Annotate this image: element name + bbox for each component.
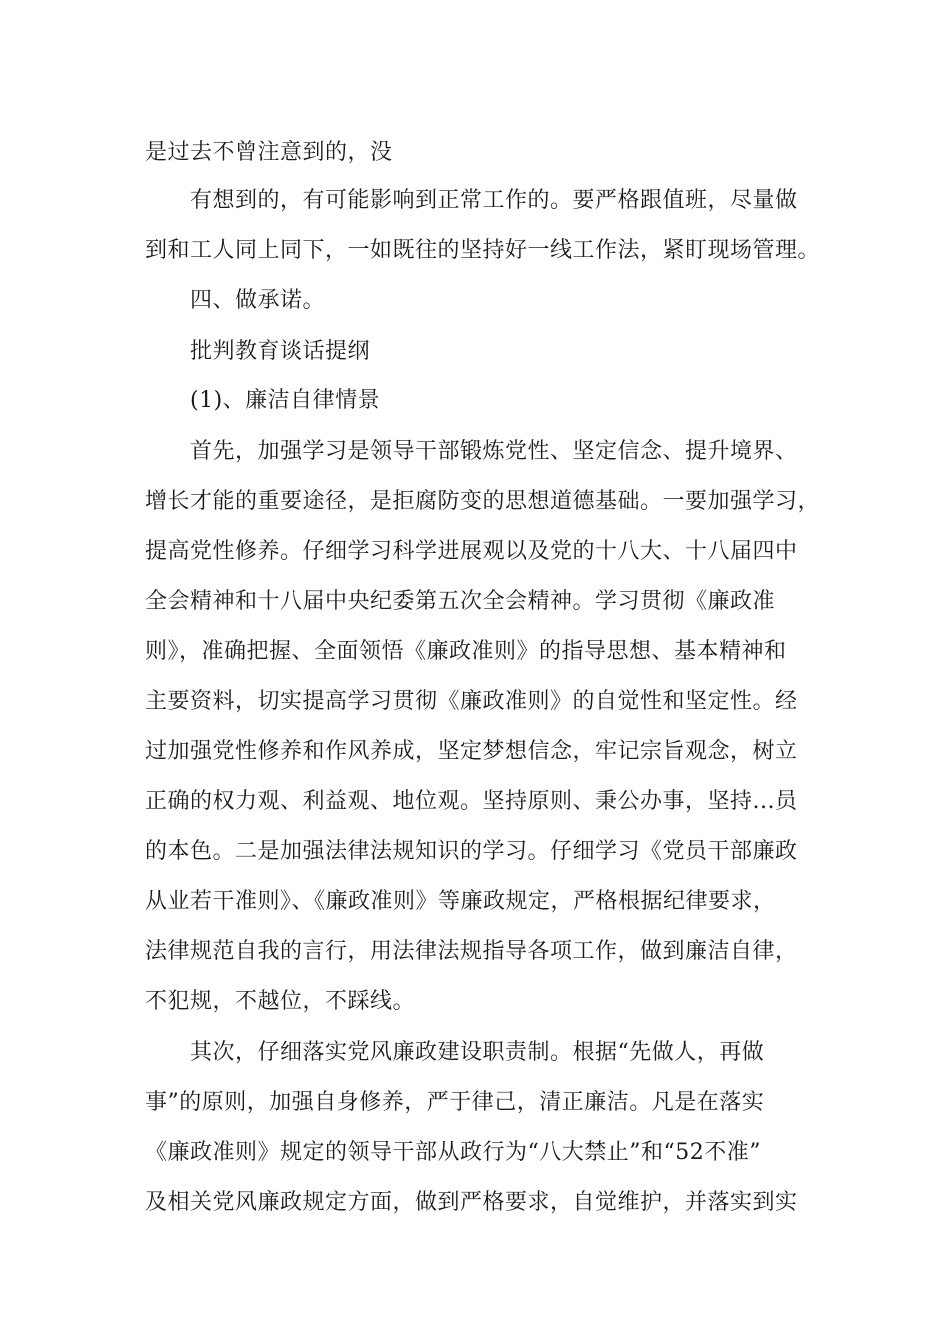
text-line: 有想到的，有可能影响到正常工作的。要严格跟值班，尽量做 [190,188,798,213]
text-line: 主要资料，切实提高学习贯彻《廉政准则》的自觉性和坚定性。经 [145,689,798,714]
section-title: 批判教育谈话提纲 [190,339,371,364]
text-line: 到和工人同上同下，一如既往的坚持好一线工作法，紧盯现场管理。 [145,238,821,263]
text-line: 从业若干准则》、《廉政准则》等廉政规定，严格根据纪律要求， [145,889,776,914]
text-line: 过加强党性修养和作风养成，坚定梦想信念，牢记宗旨观念，树立 [145,739,798,764]
text-line: 是过去不曾注意到的，没 [145,140,393,165]
text-line: 增长才能的重要途径，是拒腐防变的思想道德基础。一要加强学习， [145,489,821,514]
text-line: 法律规范自我的言行，用法律法规指导各项工作，做到廉洁自律， [145,939,798,964]
text-line: 则》，准确把握、全面领悟《廉政准则》的指导思想、基本精神和 [145,639,787,664]
text-line: 不犯规，不越位，不踩线。 [145,989,416,1014]
text-line: 其次，仔细落实党风廉政建设职责制。根据“先做人，再做 [190,1040,765,1065]
text-line: 的本色。二是加强法律法规知识的学习。仔细学习《党员干部廉政 [145,839,798,864]
text-line: 事”的原则，加强自身修养，严于律己，清正廉洁。凡是在落实 [145,1090,765,1115]
text-line: 首先，加强学习是领导干部锻炼党性、坚定信念、提升境界、 [190,439,798,464]
text-line: 正确的权力观、利益观、地位观。坚持原则、秉公办事，坚持...员 [145,789,798,814]
text-line: 全会精神和十八届中央纪委第五次全会精神。学习贯彻《廉政准 [145,589,776,614]
subsection-heading: (1)、廉洁自律情景 [190,388,381,413]
section-heading: 四、做承诺。 [190,288,326,313]
text-line: 及相关党风廉政规定方面，做到严格要求，自觉维护，并落实到实 [145,1190,798,1215]
text-line: 提高党性修养。仔细学习科学进展观以及党的十八大、十八届四中 [145,539,798,564]
text-line: 《廉政准则》规定的领导干部从政行为“八大禁止”和“52不准” [145,1140,761,1165]
